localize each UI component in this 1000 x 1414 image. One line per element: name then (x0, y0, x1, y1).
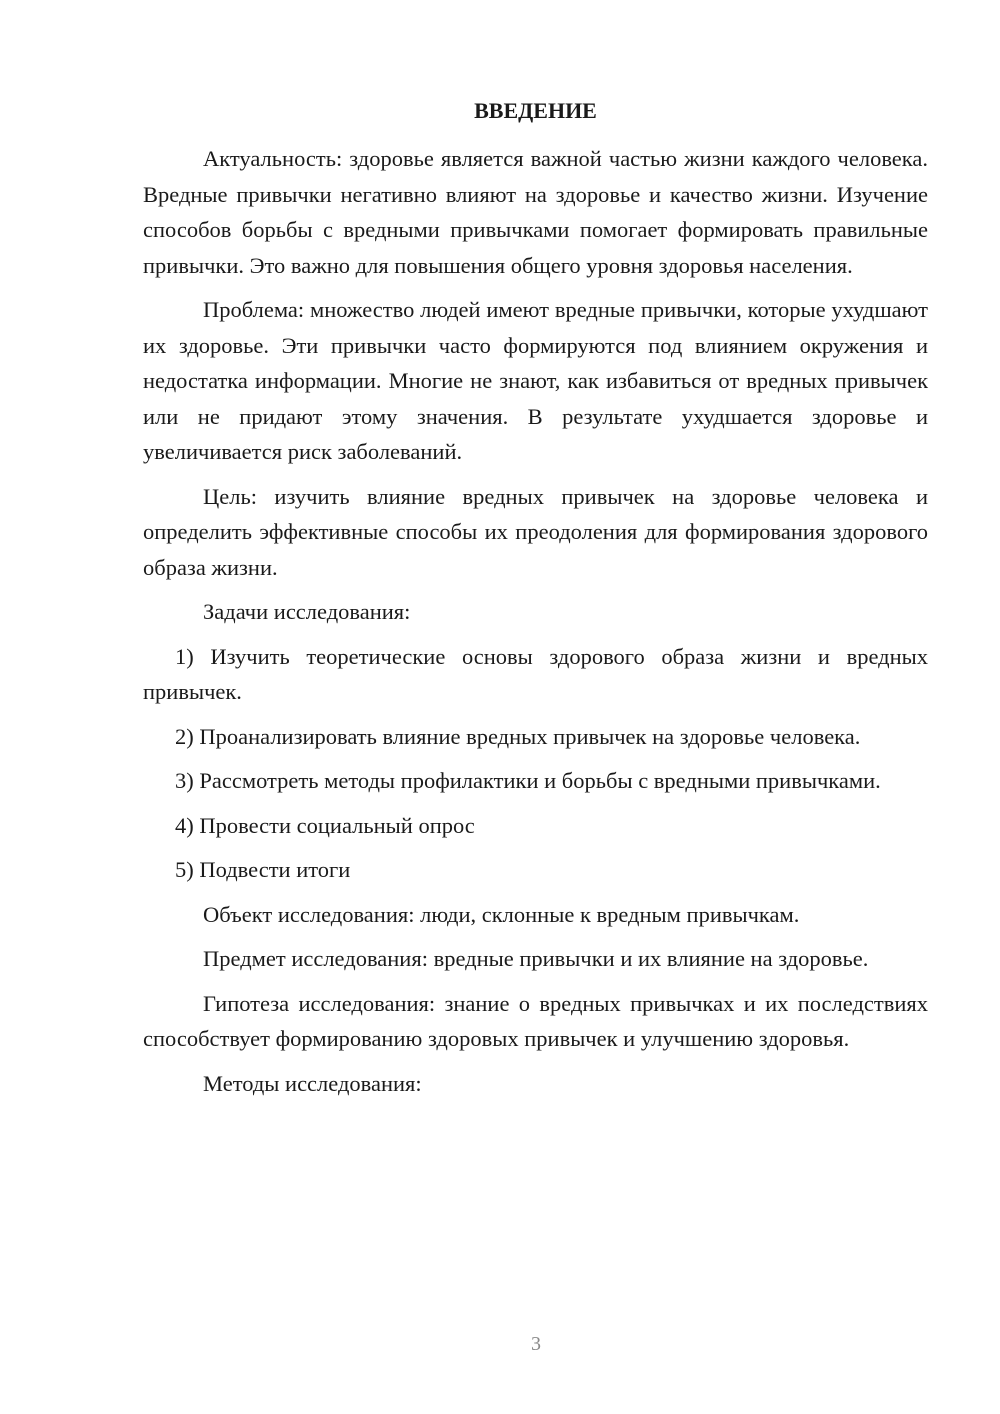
paragraph-hypothesis: Гипотеза исследования: знание о вредных привычках и их последствиях способствует формированию здоровых привычек и улучшению здоровья. (143, 990, 928, 1051)
paragraph-tasks-heading: Задачи исследования: (203, 599, 411, 624)
paragraph-goal: Цель: изучить влияние вредных привычек на здоровье человека и определить эффективные способы их преодоления для формирования здорового образа жизни. (143, 483, 928, 580)
task-item: 4) Провести социальный опрос (175, 812, 475, 838)
task-item: 1) Изучить теоретические основы здорового образа жизни и вредных привычек. (143, 643, 928, 704)
paragraph-relevance: Актуальность: здоровье является важной частью жизни каждого человека. Вредные привычки негативно влияют на здоровье и качество жизни. Изучение способов борьбы с вредными привычками помогает формировать правильные привычки. Это важно для повышения общего уровня здоровья населения. (143, 146, 928, 278)
task-item: 2) Проанализировать влияние вредных привычек на здоровье человека. (175, 723, 861, 749)
paragraph-problem: Проблема: множество людей имеют вредные привычки, которые ухудшают их здоровье. Эти привычки часто формируются под влиянием окружения и недостатка информации. Многие не знают, как избавиться от вредных привычек или не придают этому значения. В результате ухудшается здоровье и увеличивается риск заболеваний. (143, 297, 928, 464)
page-number: 3 (531, 1333, 541, 1355)
paragraph-subject: Предмет исследования: вредные привычки и их влияние на здоровье. (203, 946, 869, 971)
paragraph-object: Объект исследования: люди, склонные к вредным привычкам. (203, 901, 800, 927)
page-title: ВВЕДЕНИЕ (474, 98, 597, 123)
page-body (143, 96, 928, 1110)
paragraph-methods: Методы исследования: (203, 1070, 422, 1096)
task-item: 5) Подвести итоги (175, 857, 351, 882)
task-item: 3) Рассмотреть методы профилактики и борьбы с вредными привычками. (175, 768, 881, 793)
